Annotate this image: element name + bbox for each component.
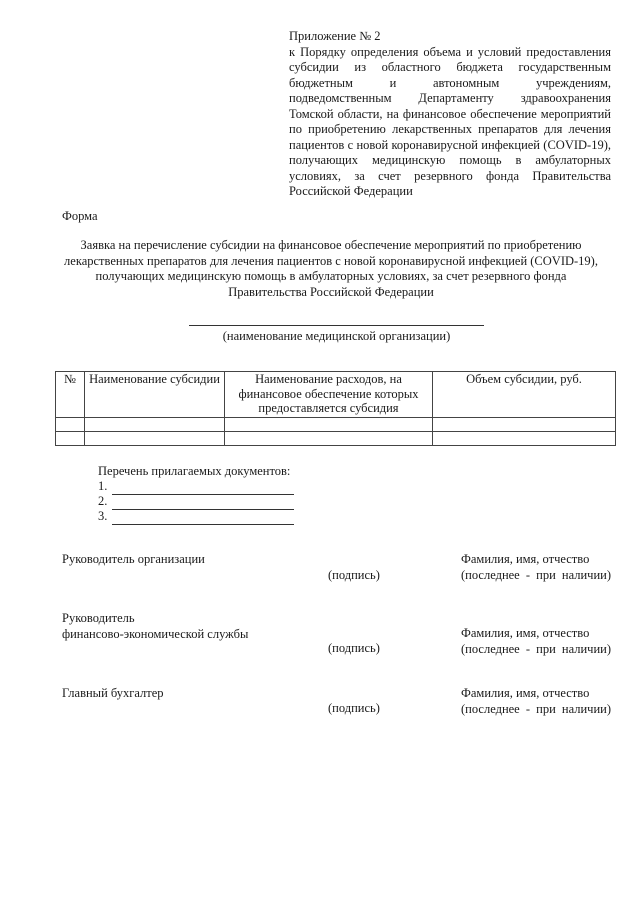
table-header-row [56,372,616,418]
fio-block [461,686,611,717]
list-item [98,480,294,495]
fio-label: Фамилия, имя, отчество [461,552,590,566]
list-item [98,510,294,525]
table-cell[interactable] [433,418,616,432]
signature-label: (подпись) [328,568,380,582]
table-row [56,418,616,432]
doc-number: 3. [98,509,108,523]
table-cell[interactable] [433,432,616,446]
fio-note: (последнее - при наличии) [461,641,611,656]
annex-body: к Порядку определения объема и условий предоставления субсидии из областного бюджета государственным бюджетным и автономным учреждениям, подведомственным Департаменту здравоохранения Томской области, на финансовое обеспечение мероприятий по приобретению лекарственных препаратов для лечения пациентов с новой коронавирусной инфекцией (COVID-19), получающих медицинскую помощь в амбулаторных условиях, за счет резервного фонда Правительства Российской Федерации [289,44,611,198]
table-cell[interactable] [85,432,225,446]
organization-name-caption: (наименование медицинской организации) [222,329,451,343]
doc-number: 2. [98,494,108,508]
role-line: финансово-экономической службы [62,626,249,641]
request-title: Заявка на перечисление субсидии на финансовое обеспечение мероприятий по приобретению лекарственных препаратов для лечения пациентов с новой коронавирусной инфекцией (COVID-19), получающих медицинскую помощь в амбулаторных условиях, за счет резервного фонда Правительства Российской Федерации [64,238,598,299]
table-cell[interactable] [225,418,433,432]
doc-input-line[interactable] [112,513,294,525]
attached-documents [98,464,294,525]
role-chief-accountant: Главный бухгалтер [62,686,164,700]
table-cell[interactable] [225,432,433,446]
subsidy-table [55,371,616,446]
fio-note: (последнее - при наличии) [461,567,611,582]
role-head-of-organization: Руководитель организации [62,552,205,566]
fio-block [461,626,611,657]
col-header-subsidy-amount: Объем субсидии, руб. [433,372,616,418]
annex-title: Приложение № 2 [289,29,381,43]
signature-label: (подпись) [328,641,380,655]
signature-label: (подпись) [328,701,380,715]
col-header-number: № [56,372,85,418]
table-cell[interactable] [56,418,85,432]
table-cell[interactable] [56,432,85,446]
role-head-of-finance [62,611,248,642]
fio-label: Фамилия, имя, отчество [461,686,590,700]
doc-number: 1. [98,479,108,493]
attached-documents-title: Перечень прилагаемых документов: [98,464,291,478]
role-line: Руководитель [62,611,135,625]
organization-name-line[interactable] [189,325,484,326]
form-label: Форма [62,209,98,223]
fio-note: (последнее - при наличии) [461,701,611,716]
table-row [56,432,616,446]
fio-label: Фамилия, имя, отчество [461,626,590,640]
annex-header [289,29,611,200]
table-cell[interactable] [85,418,225,432]
doc-input-line[interactable] [112,483,294,495]
col-header-expense-name: Наименование расходов, на финансовое обеспечение которых предоставляется субсидия [225,372,433,418]
doc-input-line[interactable] [112,498,294,510]
fio-block [461,552,611,583]
list-item [98,495,294,510]
col-header-subsidy-name: Наименование субсидии [85,372,225,418]
